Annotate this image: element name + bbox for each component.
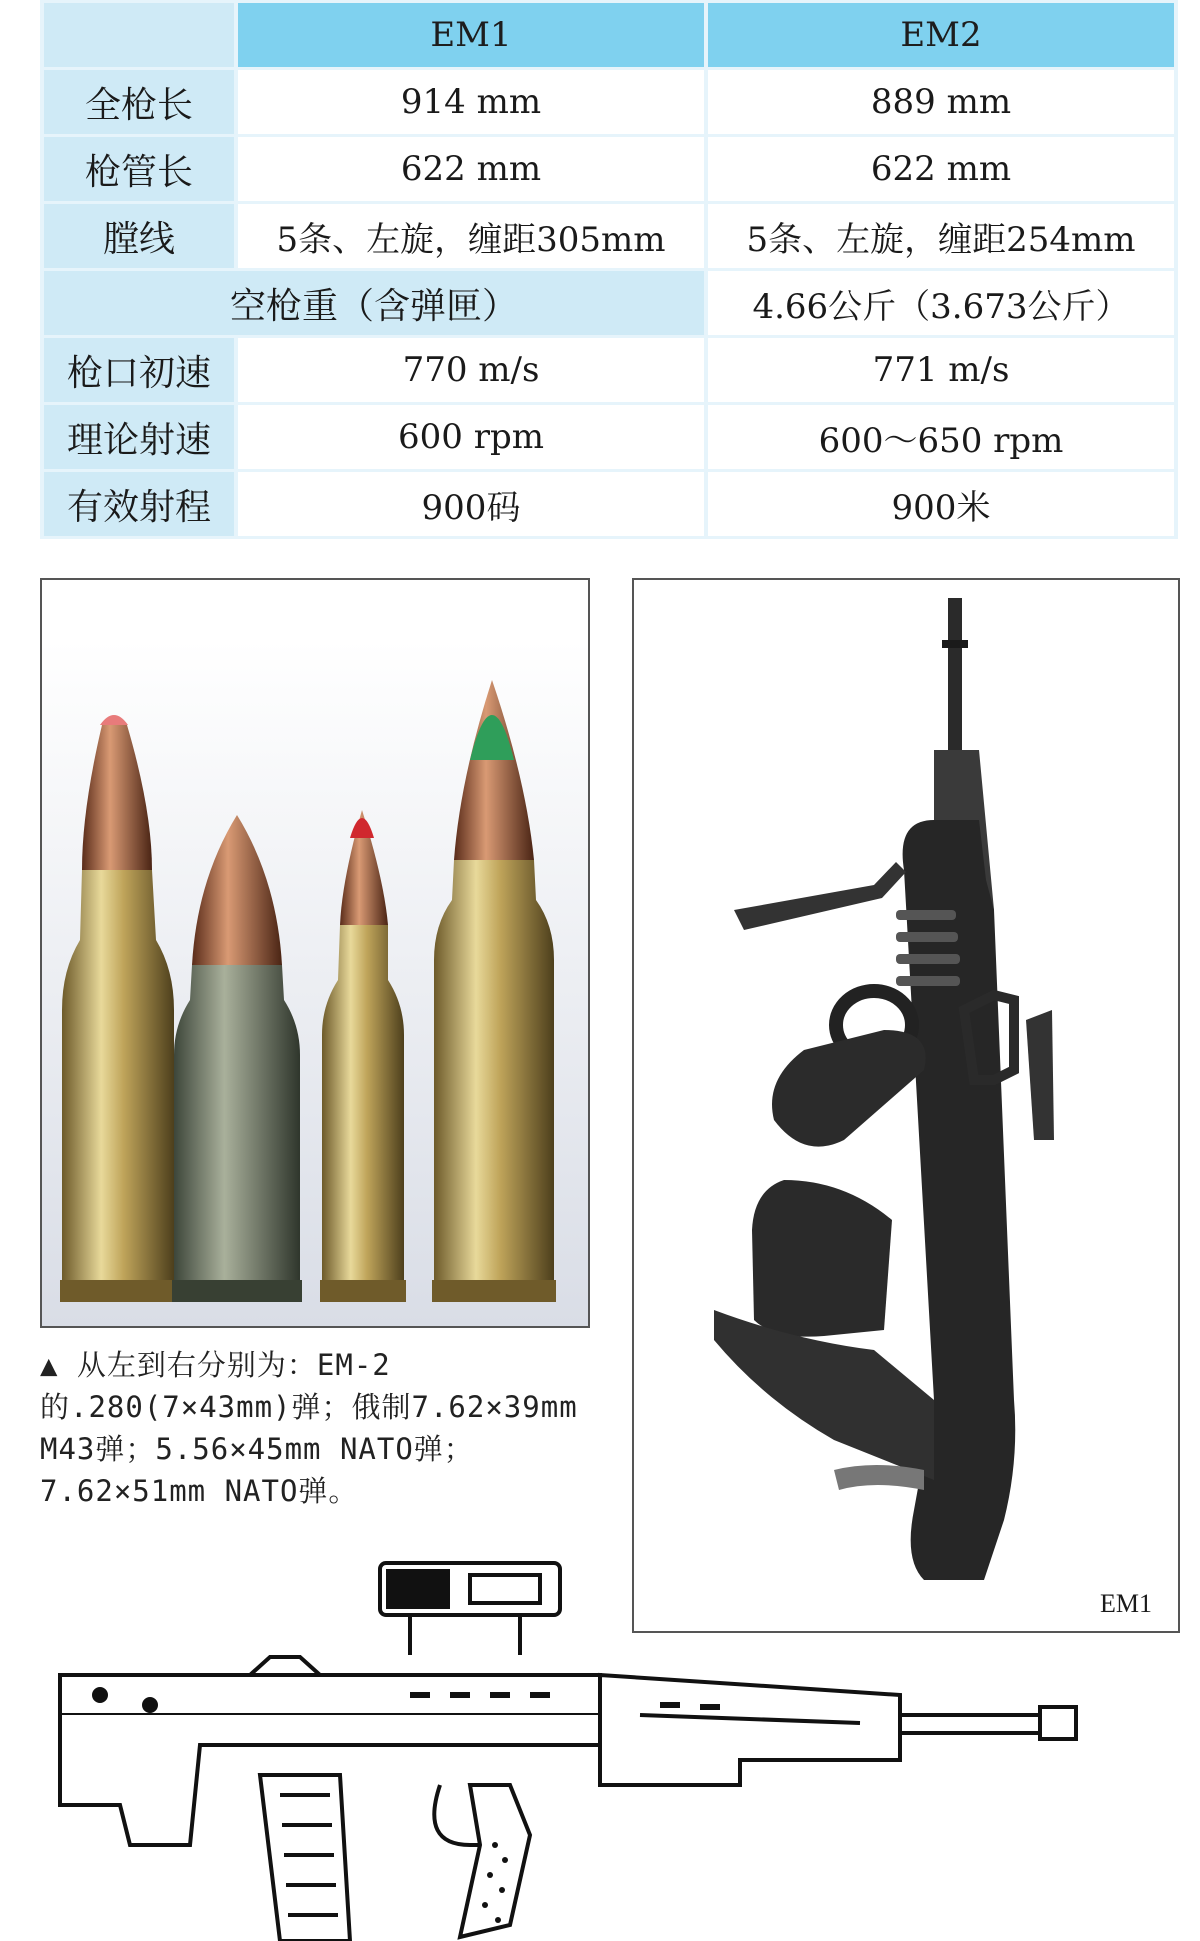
em2-value: 5条、左旋，缠距254mm — [708, 204, 1174, 268]
em2-value: 622 mm — [708, 137, 1174, 201]
row-label: 理论射速 — [44, 405, 234, 469]
row-label: 膛线 — [44, 204, 234, 268]
table-row — [44, 472, 1174, 536]
em2-value: 4.66公斤（3.673公斤） — [708, 271, 1174, 335]
table-row — [44, 204, 1174, 268]
em1-rifle-illustration — [634, 580, 1178, 1631]
table-header-row — [44, 3, 1174, 67]
em2-rifle-line-drawing — [40, 1545, 1080, 1941]
row-label-merged: 空枪重（含弹匣） — [44, 271, 704, 335]
em2-value: 900米 — [708, 472, 1174, 536]
spec-table — [40, 0, 1178, 539]
ammo-photo — [40, 578, 590, 1328]
em2-value: 771 m/s — [708, 338, 1174, 402]
table-row — [44, 70, 1174, 134]
em1-value: 5条、左旋，缠距305mm — [238, 204, 704, 268]
table-row — [44, 137, 1174, 201]
row-label: 枪口初速 — [44, 338, 234, 402]
ammo-caption: ▲ 从左到右分别为：EM-2的.280(7×43mm)弹；俄制7.62×39mm M43弹；5.56×45mm NATO弹；7.62×51mm NATO弹。 — [40, 1348, 578, 1508]
table-row — [44, 338, 1174, 402]
em2-value: 889 mm — [708, 70, 1174, 134]
em1-photo — [632, 578, 1180, 1633]
em1-value: 770 m/s — [238, 338, 704, 402]
table-row — [44, 271, 1174, 335]
em2-value: 600～650 rpm — [708, 405, 1174, 469]
header-em1: EM1 — [238, 3, 704, 67]
em1-label: EM1 — [1100, 1589, 1152, 1618]
row-label: 有效射程 — [44, 472, 234, 536]
em1-value: 600 rpm — [238, 405, 704, 469]
em1-value: 900码 — [238, 472, 704, 536]
header-blank-cell — [44, 3, 234, 67]
row-label: 全枪长 — [44, 70, 234, 134]
table-row — [44, 405, 1174, 469]
em1-value: 622 mm — [238, 137, 704, 201]
header-em2: EM2 — [708, 3, 1174, 67]
row-label: 枪管长 — [44, 137, 234, 201]
cartridges-illustration — [42, 580, 588, 1326]
em1-value: 914 mm — [238, 70, 704, 134]
